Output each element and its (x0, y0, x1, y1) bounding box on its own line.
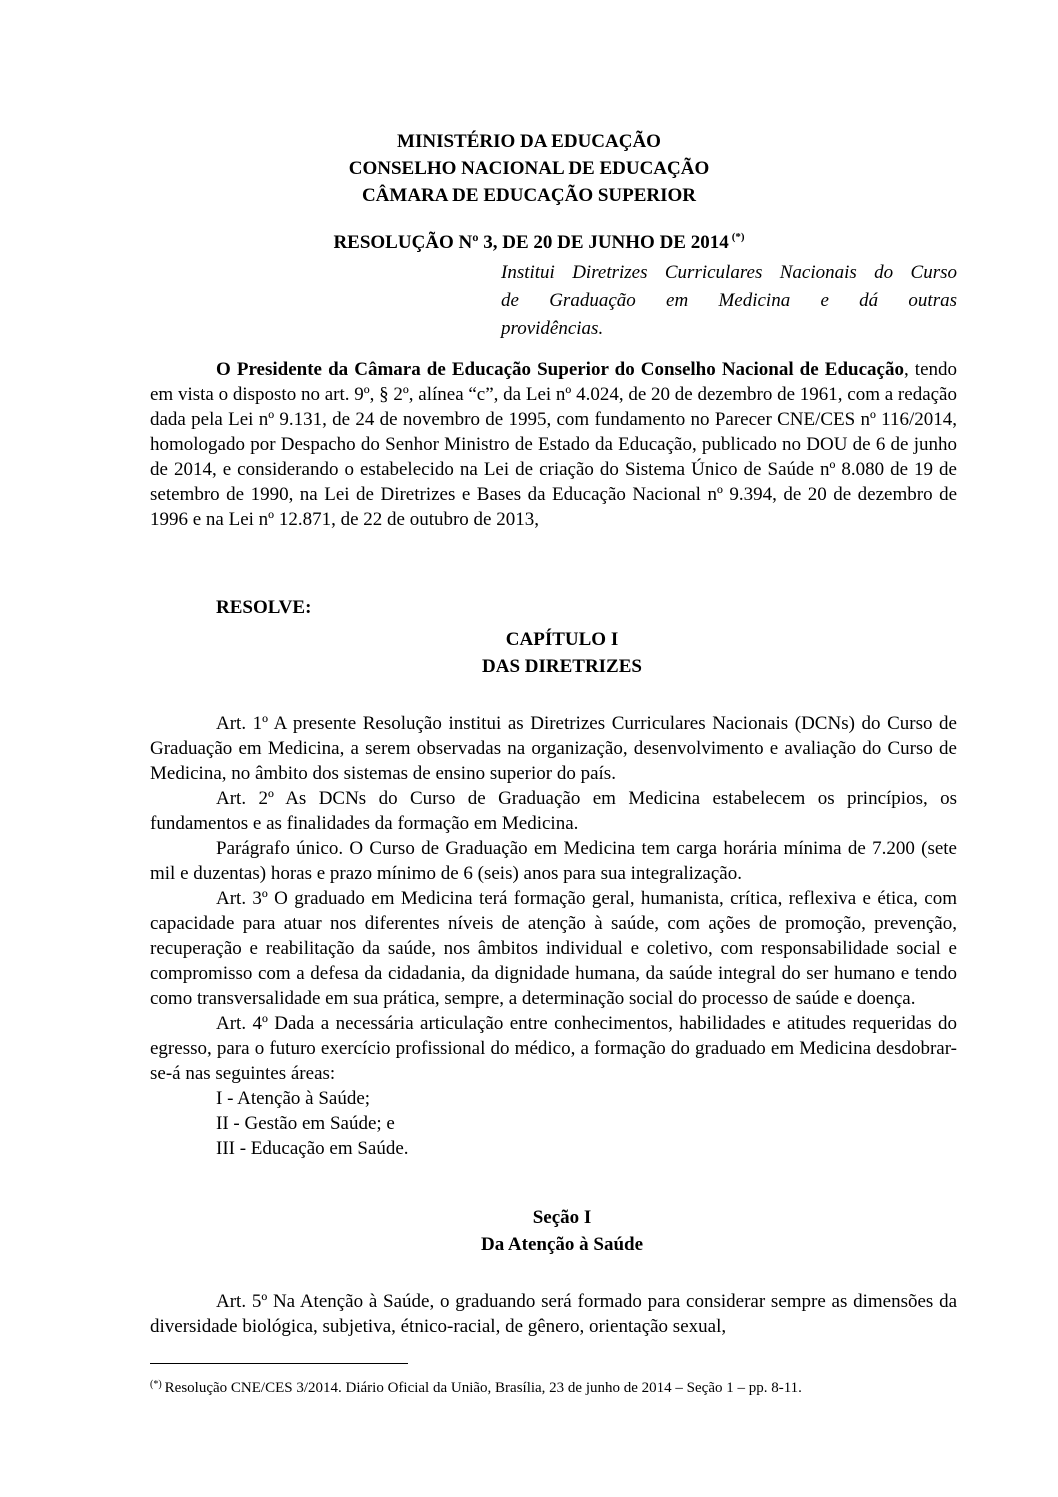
chapter-subtitle: DAS DIRETRIZES (482, 656, 642, 677)
resolution-title (0, 225, 1058, 255)
ementa (501, 259, 957, 343)
footnote (150, 1372, 802, 1401)
ementa-line-3: providências. (501, 318, 604, 339)
ementa-line-2: de Graduação em Medicina e dá outras (501, 290, 957, 311)
articles-body (150, 711, 957, 1161)
footnote-mark: (*) (150, 1379, 162, 1390)
footnote-text: Resolução CNE/CES 3/2014. Diário Oficial da União, Brasília, 23 de junho de 2014 – Seção 1 – pp. 8-11. (164, 1380, 802, 1396)
preamble-bold-2: Educação (824, 359, 904, 380)
section-heading (0, 1204, 1058, 1258)
ementa-line-1: Institui Diretrizes Curriculares Nacionais do Curso (501, 262, 957, 283)
preamble-text: , tendo em vista o disposto no art. 9º, § 2º, alínea “c”, da Lei nº 4.024, de 20 de dezembro de 1961, com a redação dada pela Lei nº 9.131, de 24 de novembro de 1995, com fundamento no Parecer CNE/CES nº 116/2014, homologado por Despacho do Senhor Ministro de Estado da Educação, publicado no DOU de 6 de junho de 2014, e considerando o estabelecido na Lei de criação do Sistema Único de Saúde nº 8.080 de 19 de setembro de 1990, na Lei de Diretrizes e Bases da Educação Nacional nº 9.394, de 20 de dezembro de 1996 e na Lei nº 12.871, de 22 de outubro de 2013, (150, 359, 958, 530)
section-subtitle: Da Atenção à Saúde (480, 1234, 644, 1255)
resolution-title-text: RESOLUÇÃO Nº 3, DE 20 DE JUNHO DE 2014 (333, 232, 729, 253)
chapter-title: CAPÍTULO I (505, 629, 619, 650)
article-5: Art. 5º Na Atenção à Saúde, o graduando será formado para considerar sempre as dimensões da diversidade biológica, subjetiva, étnico-racial, de gênero, orientação sexual, (150, 1291, 957, 1337)
preamble-bold-1: O Presidente da Câmara de Educação Superior do Conselho Nacional de (216, 359, 819, 380)
footnote-divider (150, 1363, 408, 1364)
article-2: Art. 2º As DCNs do Curso de Graduação em Medicina estabelecem os princípios, os fundamentos e as finalidades da formação em Medicina. (150, 788, 957, 834)
preamble-paragraph (150, 357, 957, 532)
article-2-sole-paragraph: Parágrafo único. O Curso de Graduação em Medicina tem carga horária mínima de 7.200 (sete mil e duzentas) horas e prazo mínimo de 6 (seis) anos para sua integralização. (150, 838, 957, 884)
area-item-3: III - Educação em Saúde. (216, 1138, 409, 1159)
resolution-footnote-mark: (*) (731, 231, 745, 243)
header-chamber: CÂMARA DE EDUCAÇÃO SUPERIOR (361, 185, 697, 206)
article-3: Art. 3º O graduado em Medicina terá formação geral, humanista, crítica, reflexiva e ética, com capacidade para atuar nos diferentes níveis de atenção à saúde, com ações de promoção, prevenção, recuperação e reabilitação da saúde, nos âmbitos individual e coletivo, com responsabilidade social e compromisso com a defesa da cidadania, da dignidade humana, da saúde integral do ser humano e tendo como transversalidade em sua prática, sempre, a determinação social do processo de saúde e doença. (150, 888, 957, 1009)
area-item-1: I - Atenção à Saúde; (216, 1088, 371, 1109)
article-4: Art. 4º Dada a necessária articulação entre conhecimentos, habilidades e atitudes requeridas do egresso, para o futuro exercício profissional do médico, a formação do graduado em Medicina desdobrar-se-á nas seguintes áreas: (150, 1013, 957, 1084)
chapter-heading (0, 626, 1058, 680)
header-ministry: MINISTÉRIO DA EDUCAÇÃO (397, 131, 661, 152)
document-header (0, 128, 1058, 209)
area-item-2: II - Gestão em Saúde; e (216, 1113, 395, 1134)
section-title: Seção I (532, 1207, 592, 1228)
article-1: Art. 1º A presente Resolução institui as Diretrizes Curriculares Nacionais (DCNs) do Curso de Graduação em Medicina, a serem observadas na organização, desenvolvimento e avaliação do Curso de Medicina, no âmbito dos sistemas de ensino superior do país. (150, 713, 957, 784)
header-council: CONSELHO NACIONAL DE EDUCAÇÃO (348, 158, 710, 179)
resolve-heading: RESOLVE: (216, 597, 312, 618)
